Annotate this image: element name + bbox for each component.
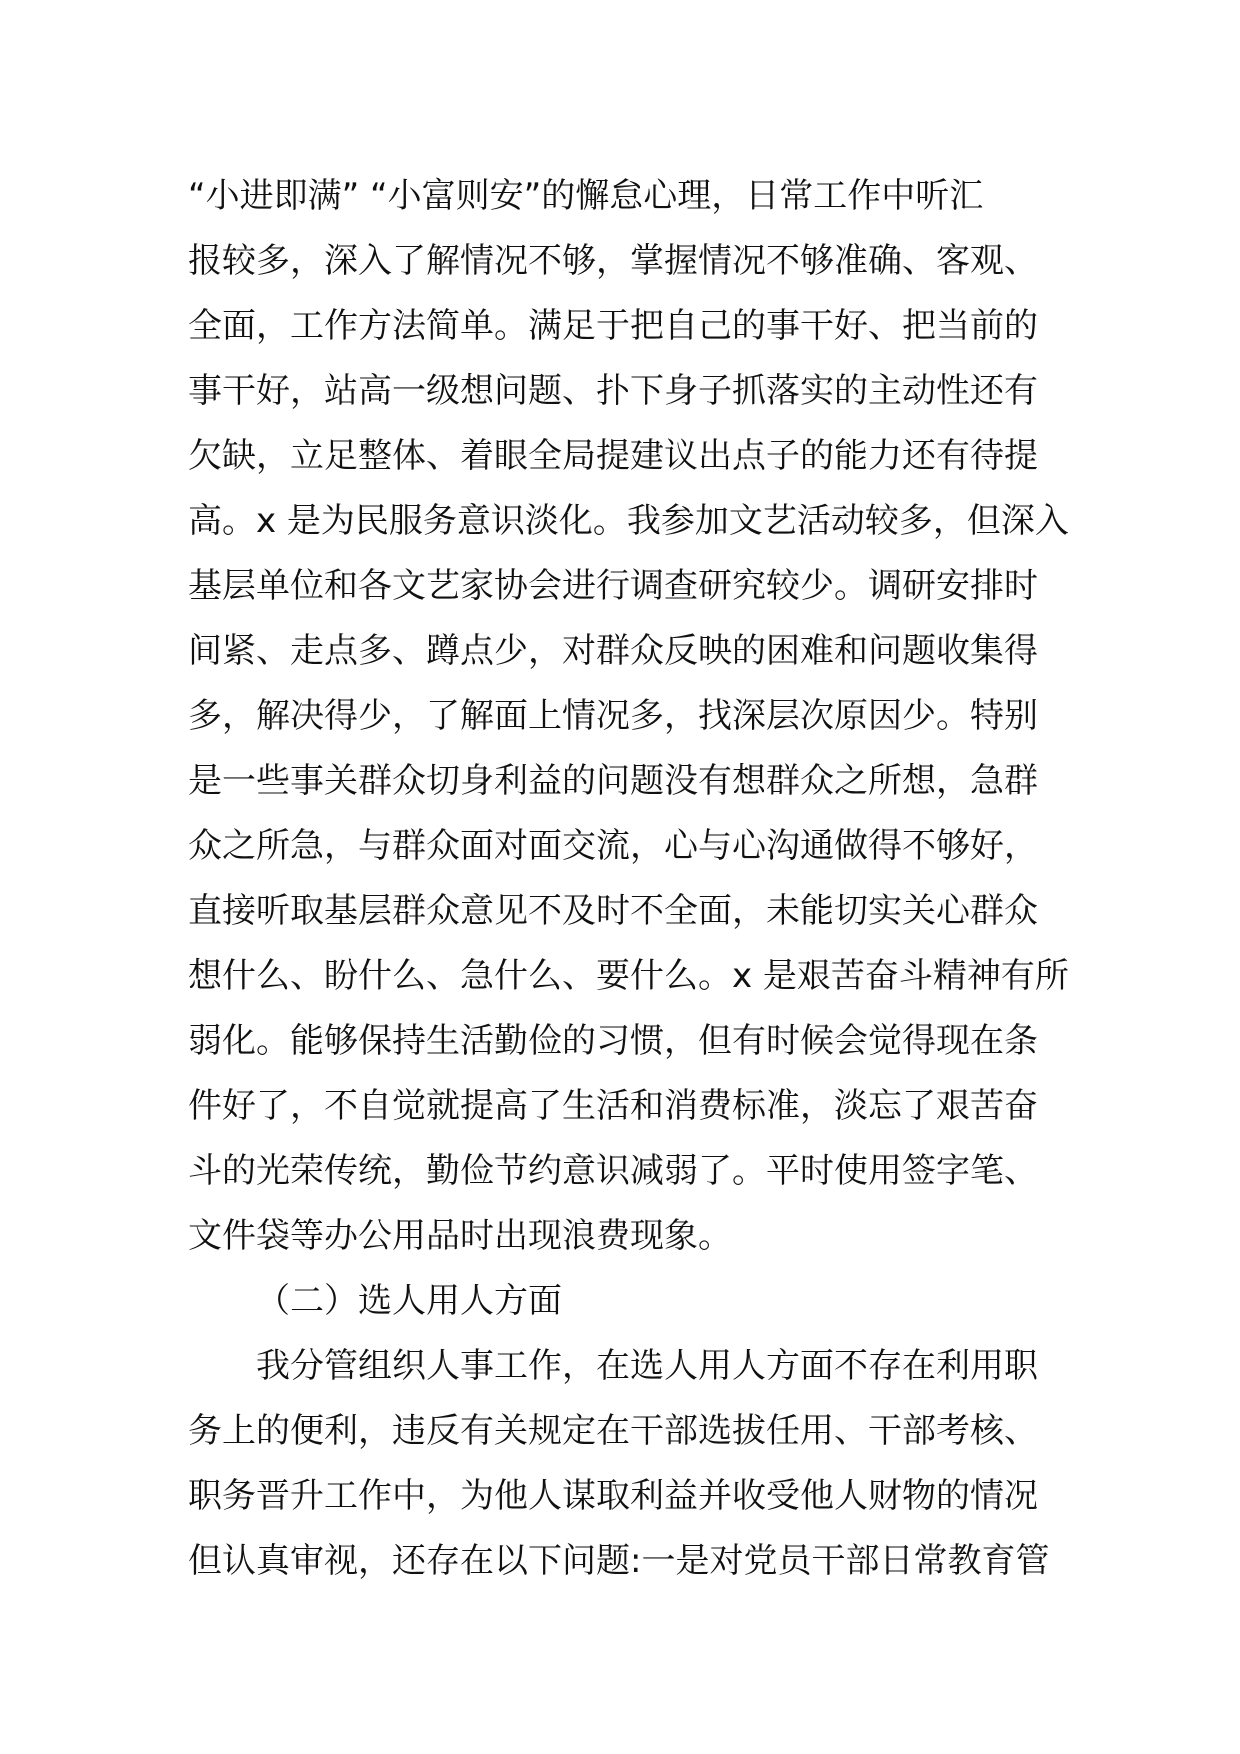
- body-line: 基层单位和各文艺家协会进行调查研究较少。调研安排时: [188, 566, 1038, 606]
- body-line: 众之所急，与群众面对面交流，心与心沟通做得不够好，: [188, 826, 1038, 866]
- body-line: 间紧、走点多、蹲点少，对群众反映的困难和问题收集得: [188, 631, 1038, 671]
- section-paragraph-line: 务上的便利，违反有关规定在干部选拔任用、干部考核、: [188, 1411, 1038, 1451]
- body-line: 欠缺，立足整体、着眼全局提建议出点子的能力还有待提: [188, 436, 1038, 476]
- section-paragraph-line: 但认真审视，还存在以下问题:一是对党员干部日常教育管: [188, 1541, 1050, 1581]
- body-line: 全面，工作方法简单。满足于把自己的事干好、把当前的: [188, 306, 1038, 346]
- body-line: 报较多，深入了解情况不够，掌握情况不够准确、客观、: [188, 241, 1038, 281]
- body-line: 斗的光荣传统，勤俭节约意识减弱了。平时使用签字笔、: [188, 1151, 1038, 1191]
- body-line: “小进即满” “小富则安”的懈怠心理，日常工作中听汇: [188, 176, 984, 216]
- section-heading: （二）选人用人方面: [256, 1281, 562, 1321]
- body-line: 弱化。能够保持生活勤俭的习惯，但有时候会觉得现在条: [188, 1021, 1038, 1061]
- section-paragraph-line: 职务晋升工作中，为他人谋取利益并收受他人财物的情况: [188, 1476, 1038, 1516]
- body-line: 高。x 是为民服务意识淡化。我参加文艺活动较多，但深入: [188, 501, 1069, 541]
- body-line: 想什么、盼什么、急什么、要什么。x 是艰苦奋斗精神有所: [188, 956, 1069, 996]
- body-line: 件好了，不自觉就提高了生活和消费标准，淡忘了艰苦奋: [188, 1086, 1038, 1126]
- body-line: 是一些事关群众切身利益的问题没有想群众之所想，急群: [188, 761, 1038, 801]
- body-line: 文件袋等办公用品时出现浪费现象。: [188, 1216, 732, 1256]
- document-body: [188, 164, 1068, 1594]
- body-line: 事干好，站高一级想问题、扑下身子抓落实的主动性还有: [188, 371, 1038, 411]
- section-paragraph-line: 我分管组织人事工作，在选人用人方面不存在利用职: [256, 1346, 1038, 1386]
- body-line: 多，解决得少，了解面上情况多，找深层次原因少。特别: [188, 696, 1038, 736]
- body-line: 直接听取基层群众意见不及时不全面，未能切实关心群众: [188, 891, 1038, 931]
